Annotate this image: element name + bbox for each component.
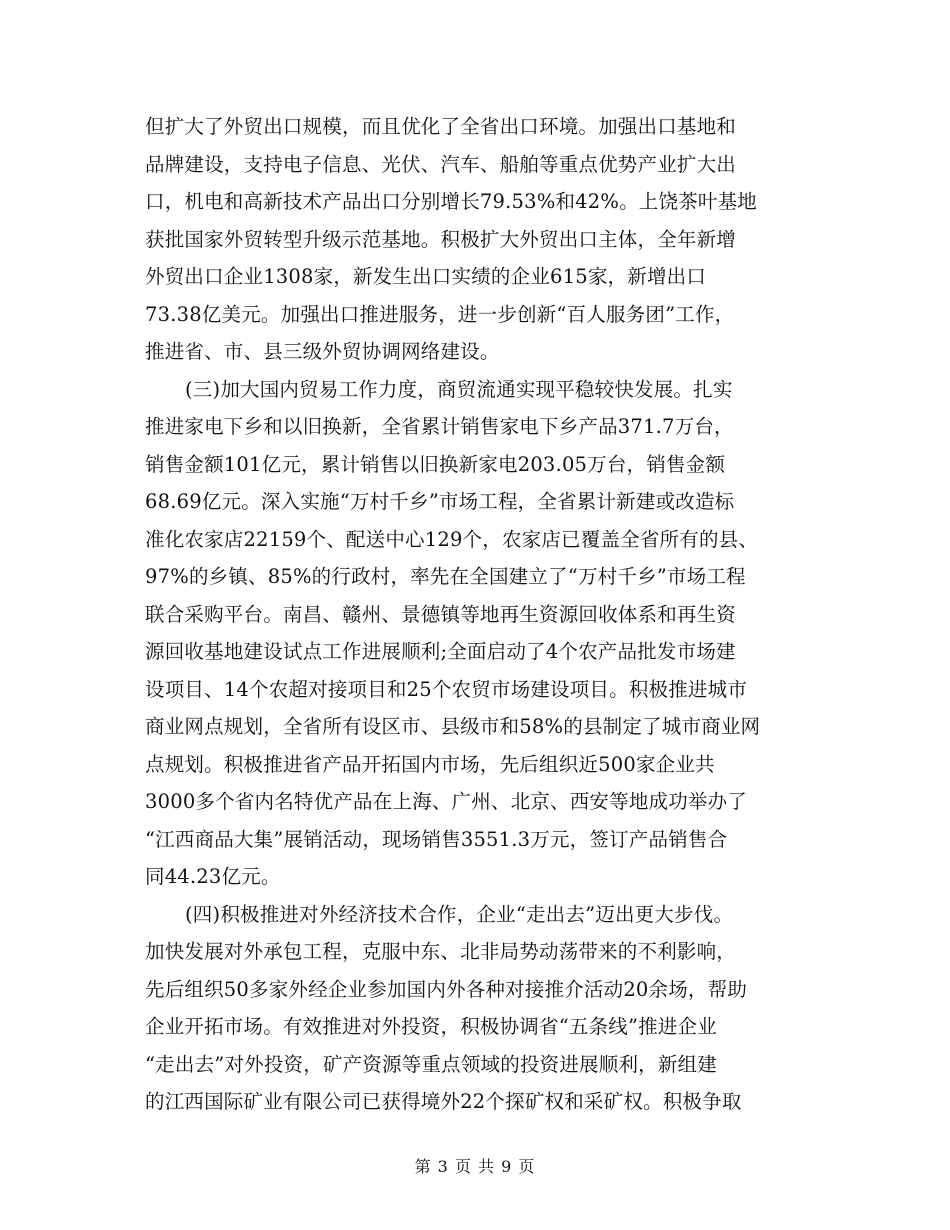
text-line: 商业网点规划，全省所有设区市、县级市和58%的县制定了城市商业网: [145, 715, 761, 738]
text-line: 销售金额101亿元，累计销售以旧换新家电203.05万台，销售金额: [145, 452, 726, 476]
text-line: (三)加大国内贸易工作力度，商贸流通实现平稳较快发展。扎实: [185, 377, 733, 401]
paragraph-domestic-trade: [145, 371, 815, 896]
text-line: 外贸出口企业1308家，新发生出口实绩的企业615家，新增出口: [145, 265, 707, 288]
text-line: 口，机电和高新技术产品出口分别增长79.53%和42%。上饶茶叶基地: [145, 190, 757, 213]
text-line: (四)积极推进对外经济技术合作，企业“走出去”迈出更大步伐。: [185, 902, 734, 926]
page-footer: 第 3 页 共 9 页: [414, 1157, 536, 1176]
text-line: 97%的乡镇、85%的行政村，率先在全国建立了“万村千乡”市场工程: [145, 565, 746, 588]
text-line: 源回收基地建设试点工作进展顺利;全面启动了4个农产品批发市场建: [145, 640, 736, 663]
document-body: [145, 108, 815, 1121]
text-line: 点规划。积极推进省产品开拓国内市场，先后组织近500家企业共: [145, 752, 715, 776]
text-line: 企业开拓市场。有效推进对外投资，积极协调省“五条线”推进企业: [145, 1015, 717, 1038]
paragraph-foreign-cooperation: [145, 896, 815, 1121]
text-line: 68.69亿元。深入实施“万村千乡”市场工程，全省累计新建或改造标: [145, 490, 735, 513]
paragraph-export: [145, 108, 815, 371]
text-line: 准化农家店22159个、配送中心129个，农家店已覆盖全省所有的县、: [145, 527, 759, 551]
text-line: 先后组织50多家外经企业参加国内外各种对接推介活动20余场，帮助: [145, 977, 748, 1001]
text-line: 品牌建设，支持电子信息、光伏、汽车、船舶等重点优势产业扩大出: [145, 152, 737, 176]
text-line: 73.38亿美元。加强出口推进服务，进一步创新“百人服务团”工作，: [145, 302, 735, 326]
text-line: 设项目、14个农超对接项目和25个农贸市场建设项目。积极推进城市: [145, 677, 748, 701]
text-line: “走出去”对外投资，矿产资源等重点领域的投资进展顺利，新组建: [145, 1052, 717, 1076]
text-line: 推进省、市、县三级外贸协调网络建设。: [145, 340, 500, 363]
text-line: “江西商品大集”展销活动，现场销售3551.3万元，签订产品销售合: [145, 827, 728, 851]
text-line: 推进家电下乡和以旧换新，全省累计销售家电下乡产品371.7万台，: [145, 415, 734, 438]
text-line: 获批国家外贸转型升级示范基地。积极扩大外贸出口主体，全年新增: [145, 227, 737, 251]
text-line: 的江西国际矿业有限公司已获得境外22个探矿权和采矿权。积极争取: [145, 1090, 742, 1113]
text-line: 但扩大了外贸出口规模，而且优化了全省出口环境。加强出口基地和: [145, 115, 737, 138]
text-line: 同44.23亿元。: [145, 865, 281, 888]
text-line: 3000多个省内名特优产品在上海、广州、北京、西安等地成功举办了: [145, 790, 748, 813]
text-line: 加快发展对外承包工程，克服中东、北非局势动荡带来的不利影响，: [145, 940, 737, 963]
text-line: 联合采购平台。南昌、赣州、景德镇等地再生资源回收体系和再生资: [145, 602, 737, 626]
